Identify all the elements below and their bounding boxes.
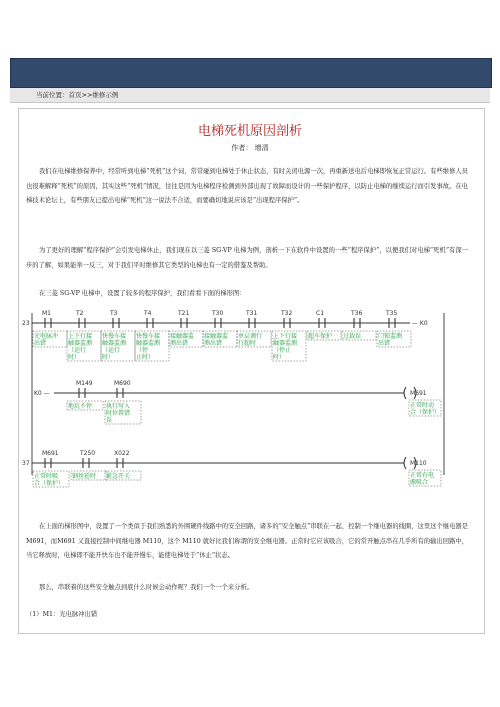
rung1-contact-code: T31 (246, 310, 258, 317)
rung1-contact-comment-line: 测出错 (170, 340, 189, 347)
rung2-contact-comment-line: 时位置错 (106, 410, 131, 417)
rung2-coil-arc-left (404, 387, 406, 399)
rung1-contact-comment-line: 时） (102, 354, 115, 361)
rung1-contact-code: C1 (316, 310, 325, 317)
site-banner (10, 58, 492, 88)
rung1-contact-comment-line: 时） (273, 354, 286, 361)
rung1-contact-comment-line: 单层调行 (238, 333, 263, 340)
rung3-contact-code: T250 (80, 450, 96, 457)
rung1-contact-comment-line: 出错 (378, 340, 391, 347)
rung1-contact-code: T32 (281, 310, 293, 317)
rung3-coil-arc-left (404, 457, 406, 469)
rung1-contact-comment-line: 超车保护 (308, 333, 333, 340)
rung3-number: 37 (22, 460, 30, 467)
rung1-contact-comment-line: 时） (68, 354, 81, 361)
rung1-contact-comment-line: （停止 (273, 347, 292, 354)
rung1-contact-comment-line: 测出错 (204, 340, 223, 347)
rung1-contact-comment-line: 过载误 (343, 333, 362, 340)
rung2-contact-code: M149 (76, 380, 93, 387)
rung2-input-label: K0 — (34, 390, 50, 397)
rung1-contact-comment-line: 接触器监 (204, 333, 229, 340)
paragraph-lead: 在三菱 SG-VP 电梯中，设置了较多的程序保护，我们看看下面的梯形图： (39, 290, 246, 297)
rung1-contact-comment-line: 触器监测 (273, 340, 298, 347)
paragraph-analysis: 在上面的梯形图中，设置了一个类似于我们熟悉的外围硬件线路中的安全回路，诸多的“安全触点”串联在一起，控制一个继电器的线圈，这里这个继电器是M691，而M691 又直接控制中间继电器 M110，这个 M110 就好比我们称谓的安全继电器。正常时它应该吸合，它的常开触点串在几乎所有的输出回路中，当它释放时，电梯即不能开快车也不能开慢车，能使电梯处于“休止”状态。 (26, 523, 468, 559)
rung1-number: 23 (22, 320, 30, 327)
rung3-coil-code: M110 (410, 460, 427, 467)
rung3-contact-code: M691 (42, 450, 59, 457)
rung3-coil-comment-line: 正常有电 (410, 472, 435, 479)
rung1-contact-comment-line: 上下行接 (273, 333, 298, 340)
rung1-contact-comment-line: 触器监测 (102, 340, 127, 347)
rung1-contact-comment-line: 止时） (136, 354, 155, 361)
rung1-contact-comment-line: （运行 (102, 347, 121, 354)
rung2-contact-comment-line: 误 (106, 417, 113, 424)
rung1-contact-comment-line: （运行 (68, 347, 87, 354)
rung1-contact-comment-line: 触器监测 (68, 340, 93, 347)
rung2-coil-comment-line: 合（保护） (410, 409, 441, 416)
rung1-contact-code: T2 (76, 310, 84, 317)
rung2-coil-comment-line: 正常时动 (410, 402, 435, 409)
rung3-contact-comment-line: 合（保护） (34, 480, 65, 487)
rung1-contact-comment-line: 触器监测 (136, 340, 161, 347)
rung1-contact-comment-line: 快慢车接 (102, 333, 127, 340)
paragraph-purpose: 为了更好的理解“程序保护”会引发电梯休止，我们现在以三菱 SG-VP 电梯为例，剖析一下在软件中设置的一些“程序保护”，以便我们对电梯“死机”有深一步的了解，如果能举一反三，对于我们平时维修其它类型的电梯也有一定的借鉴及帮助。 (26, 247, 468, 269)
rung1-contact-comment-line: （停 (136, 347, 149, 354)
paragraph-item-1: （1）M1：光电脉冲出错 (26, 611, 98, 618)
rung1-contact-comment-line: 出错 (34, 340, 47, 347)
rung1-contact-comment-line: 快慢车接 (136, 333, 161, 340)
paragraph-intro: 我们在电梯维修保养中，经常听到电梯“死机”这个词，常常碰到电梯处于休止状态，有时关闭电源一次，再重新送电后电梯即恢复正常运行。有些维修人员也很难解释“死机”的原因，其实这些“死机”情况，往往是因为电梯程序检测到外部出现了故障而设计的一些保护程序，以防止电梯的继续运行而引发事故。在电梯技术论坛上，有些朋友已提出电梯“死机”这一说法不合适，而要确切地说应该是“出现程序保护”。 (26, 168, 468, 204)
rung1-output-label: — K0 (412, 320, 428, 327)
rung1-contact-code: M1 (42, 310, 51, 317)
rung1-contact-comment-line: 接触器监 (170, 333, 195, 340)
rung1-contact-code: T35 (386, 310, 398, 317)
rung1-contact-comment-line: 门锁监测 (378, 333, 403, 340)
breadcrumb-bar (10, 88, 490, 103)
rung3-contact-code: X022 (114, 450, 130, 457)
rung3-coil-comment-line: 源吸合 (410, 479, 429, 486)
rung1-contact-code: T4 (144, 310, 152, 317)
rung2-contact-comment-line: 执行写入 (106, 403, 131, 410)
breadcrumb[interactable]: 当前位置：首页>>维修示例 (36, 91, 119, 99)
rung1-contact-code: T30 (212, 310, 224, 317)
article-author: 作者： 增清 (231, 144, 269, 152)
rung1-contact-comment-line: 上下行接 (68, 333, 93, 340)
rung1-contact-code: T3 (110, 310, 118, 317)
paragraph-question: 那么，串联着的这些安全触点到底什么时候会动作呢？我们一个一个来分析。 (39, 584, 254, 591)
rung1-contact-code: T36 (351, 310, 363, 317)
rung3-contact-comment-line: 紧急开关 (106, 473, 131, 480)
rung1-contact-comment-line: 行超时 (238, 340, 257, 347)
rung3-contact-comment-line: 正常时吸 (34, 473, 59, 480)
rung1-contact-code: T21 (178, 310, 190, 317)
rung2-contact-comment-line: 地坑不停 (68, 403, 93, 410)
article-title: 电梯死机原因剖析 (197, 124, 302, 139)
ladder-diagram (22, 305, 452, 500)
rung3-contact-comment-line: 钢丝延时 (72, 473, 97, 480)
rung1-contact-comment-line: 光电脉冲 (34, 333, 59, 340)
rung2-contact-code: M690 (114, 380, 131, 387)
rung2-coil-code: M691 (410, 390, 427, 397)
